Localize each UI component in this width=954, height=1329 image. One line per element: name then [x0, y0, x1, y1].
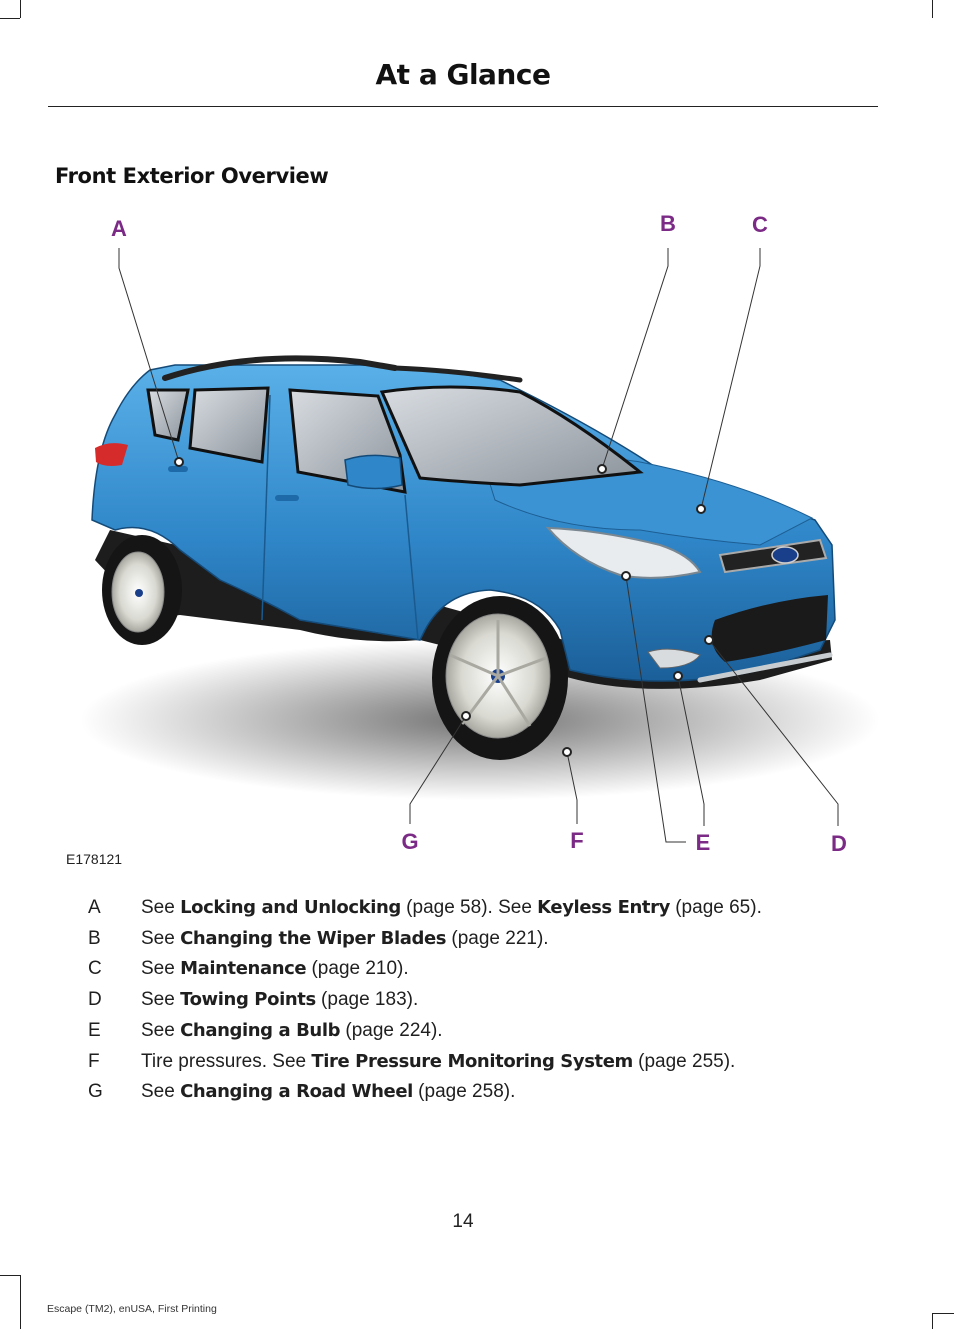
cross-reference-link[interactable]: Towing Points: [180, 989, 316, 1010]
rear-wheel-hub: [135, 589, 143, 597]
callout-line-b: [602, 248, 668, 469]
callout-dot-a: [175, 458, 183, 466]
legend-text: See Maintenance (page 210).: [141, 958, 409, 979]
legend-item: [0, 1081, 954, 1107]
legend-letter: A: [88, 897, 101, 918]
cross-reference-link[interactable]: Keyless Entry: [537, 897, 670, 918]
crop-mark-bottom-right-v: [932, 1313, 933, 1329]
crop-mark-top-left-v: [20, 0, 21, 18]
cross-reference-link[interactable]: Changing a Road Wheel: [180, 1081, 413, 1102]
legend-text: See Towing Points (page 183).: [141, 989, 419, 1010]
callout-dot-f: [563, 748, 571, 756]
side-mirror: [345, 455, 402, 488]
section-heading: Front Exterior Overview: [55, 164, 329, 188]
vehicle-illustration: [0, 200, 954, 880]
callout-label-b: B: [660, 211, 676, 236]
footer-text: Escape (TM2), enUSA, First Printing: [47, 1303, 217, 1315]
page-title: At a Glance: [375, 58, 551, 91]
callout-label-d: D: [831, 831, 847, 856]
legend-item: [0, 928, 954, 954]
legend-letter: F: [88, 1051, 100, 1072]
legend-item: [0, 989, 954, 1015]
callout-label-c: C: [752, 212, 768, 237]
callout-label-a: A: [111, 216, 127, 241]
callout-dot-e-headlamp: [622, 572, 630, 580]
cross-reference-link[interactable]: Changing the Wiper Blades: [180, 928, 447, 949]
front-door-handle: [275, 495, 299, 501]
crop-mark-top-left-h: [0, 18, 20, 19]
callout-label-e: E: [695, 830, 711, 855]
legend-text: Tire pressures. See Tire Pressure Monitoring System (page 255).: [141, 1051, 736, 1072]
legend-letter: G: [88, 1081, 103, 1102]
crop-mark-top-right-v: [932, 0, 933, 18]
legend-letter: C: [88, 958, 102, 979]
figure-id: E178121: [66, 851, 123, 867]
rear-door-window: [190, 388, 268, 462]
callout-dot-e-fog-lamp: [674, 672, 682, 680]
rear-door-handle: [168, 466, 188, 472]
cross-reference-link[interactable]: Tire Pressure Monitoring System: [311, 1051, 633, 1072]
page-number: 14: [452, 1211, 474, 1232]
legend-item: [0, 897, 954, 923]
legend-letter: B: [88, 928, 101, 949]
callout-dot-b: [598, 465, 606, 473]
legend-text: See Locking and Unlocking (page 58). See Keyless Entry (page 65).: [141, 897, 762, 918]
callout-dot-g: [462, 712, 470, 720]
ford-oval-logo: [772, 547, 798, 563]
legend-text: See Changing a Road Wheel (page 258).: [141, 1081, 516, 1102]
legend-item: [0, 1051, 954, 1077]
callout-label-g: G: [401, 829, 419, 854]
crop-mark-bottom-left-v: [20, 1275, 21, 1329]
legend-text: See Changing the Wiper Blades (page 221).: [141, 928, 549, 949]
legend-item: [0, 958, 954, 984]
legend-text: See Changing a Bulb (page 224).: [141, 1020, 443, 1041]
legend-item: [0, 1020, 954, 1046]
callout-dot-c: [697, 505, 705, 513]
title-rule: [48, 106, 878, 107]
vehicle-figure: [0, 200, 954, 880]
crop-mark-bottom-left-h: [0, 1275, 20, 1276]
legend-letter: E: [88, 1020, 101, 1041]
cross-reference-link[interactable]: Locking and Unlocking: [180, 897, 401, 918]
crop-mark-bottom-right-h: [932, 1313, 954, 1314]
callout-dot-d: [705, 636, 713, 644]
cross-reference-link[interactable]: Maintenance: [180, 958, 307, 979]
cross-reference-link[interactable]: Changing a Bulb: [180, 1020, 341, 1041]
callout-line-c: [701, 248, 760, 509]
callout-label-f: F: [570, 828, 584, 853]
legend-letter: D: [88, 989, 102, 1010]
